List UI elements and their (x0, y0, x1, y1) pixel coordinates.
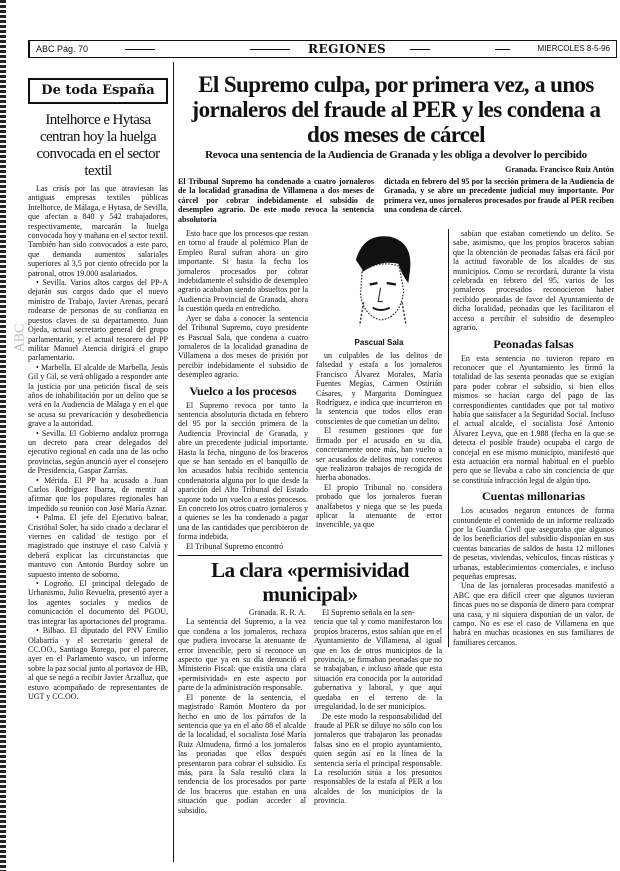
paragraph: un culpables de los delitos de falsedad y estafa a los jornaleros Francisco Álvarez Morales, María Fuentes Megías, Carmen Ostirián Cásares, y Margarita Domínguez Rodríguez, e indica que incurrieron en la sentencia que todos ellos eran conscientes de que cometían un delito. (316, 351, 442, 426)
page-binding-edge (0, 0, 6, 871)
article-col1 (178, 229, 308, 551)
second-headline: La clara «permisividad municipal» (211, 558, 409, 607)
lead-column-b: dictada en febrero del 95 por la sección primera de la Audiencia de Granada, y se abre un precedente judicial muy importante. Por primera vez, unos jornaleros procesados por fraude al PER reciben una condena de cárcel. (384, 177, 614, 215)
article-col3 (448, 229, 614, 647)
sidebar-body (28, 184, 168, 701)
second-story (178, 555, 442, 815)
article-col1-col2 (178, 229, 442, 551)
second-byline: Granada. R. R. A. (248, 608, 306, 618)
sidebar-brief: • Bilbao. El diputado del PNV Emilio Olabarría y el secretario general de CC.OO., Santiago Borego, por el parecer, ayer en el Parlamento vasco, un informe sobre la paz social junto al portavoz de HB, al que se negó a recibir Javier Arzalluz, que estuvo acompañado de representantes de UGT y CC.OO. (28, 626, 168, 701)
article-col3-b (453, 354, 614, 486)
article-col3-a (453, 229, 614, 332)
paragraph: tencia que tal y como manifestaron los propios braceros, estos sabían que en el Ayuntamiento de Villamena, al igual que en los de otros municipios de la provincia, se firmaban peonadas que no se trabajaban, e incluso añade que esta situación era conocida por la autoridad gubernativa y laboral, y que aquí quedaba en el terreno de la irregularidad, lo de ser municipios. (314, 617, 442, 712)
second-columns (178, 608, 442, 815)
article-col1-a (178, 229, 308, 380)
paragraph: En esta sentencia no tuvieron reparo en reconocer que el Ayuntamiento les firmó la totalidad de las sesenta peonadas que se exigían para poder cobrar el subsidio, si bien ellos mismos se hacían cargo del pago de las correspondientes cantidades que por tal motivo había que satisfacer a la Seguridad Social. Incluso el actual alcalde, el socialista José Antonio Álvarez Leyva, que en 1.988 (fecha en la que se detecta el posible fraude) ocupaba el cargo de concejal en ese mismo municipio, manifestó que esta actuación era normal habitual en el pueblo pero que se llevaba a cabo sin conciencia de que se constituía infracción legal de algún tipo. (453, 353, 614, 485)
column-divider (173, 62, 174, 862)
paragraph: De este modo la responsabilidad del fraude al PER se diluye no sólo con los jornaleros que trabajaron las peonadas falsas sino en el propio ayuntamiento, quien según así en la línea de la sentencia sería el principal responsable. La resolución sitúa a los presuntos responsables de la estafa al PER a los alcaldes de los municipios de la provincia. (314, 711, 442, 806)
main-article (178, 72, 614, 815)
sidebar-headline: Intelhorce e Hytasa centran hoy la huelga convocada en el sector textil (36, 112, 160, 179)
photo-caption: Pascual Sala (354, 338, 404, 348)
portrait-photo (324, 229, 434, 337)
article-col2 (316, 351, 442, 530)
header-rule (495, 49, 510, 50)
paragraph: El ponente de la sentencia, el magistrado Ramón Montero da por hecho en uno de los párrafos de la sentencia que ya en el año 88 el alcalde de la localidad, el socialista José María Ruiz Almudena, firmó a los jornaleros las peonadas que ellos después presentaron para cobrar el subsidio. Es más, para la Sala resultó clara la tendencia de los procesados por parte de los braceros que estaban en una situación que podían acceder al subsidio. (178, 692, 306, 815)
sidebar-brief: • Sevilla. Varios altos cargos del PP-A dejarán sus cargos dado que el nuevo ministro de Trabajo, Javier Arenas, pecará rodearse de personas de su confianza en puestos claves de su departamento. Juan Ojeda, actual secretario general del grupo parlamentario, y el actual tesorero del PP militar Manuel Atencia dirigirá el grupo parlamentario. (28, 278, 168, 363)
paragraph: El Supremo revoca por tanto la sentencia absolutoria dictada en febrero del 95 por la sección primera de la Audiencia Provincial de Granada, y abre un precedente judicial importante. Hasta la fecha, ninguno de los braceros que se han sentado en el banquillo de los acusados había recibido sentencia condenatoria alguna por lo que desde la aparición del Alto Tribunal del Estado supone todo un vuelco a estos procesos. En concreto los otros cuatro jornaleros y a quienes se les ha condenado a pagar una de las cantidades que percibieron de forma indebida. (178, 400, 308, 542)
abc-watermark: ABC (12, 323, 28, 353)
subhead-peonadas: Peonadas falsas (493, 336, 574, 351)
main-headline: El Supremo culpa, por primera vez, a unos jornaleros del fraude al PER y les condena a dos meses de cárcel (191, 72, 601, 147)
paragraph: Esto hace que los procesos que restan en torno al fraude al polémico Plan de Empleo Rural sufran ahora un giro importante. Si hasta la fecha los jornaleros procesados por cobrar indebidamente el subsidio de desempleo agrario acababan siendo absueltos por la Audiencia Provincial de Granada, ahora la cuestión queda en entredicho. (178, 229, 308, 314)
paragraph: El resumen gestiones que fue firmado por el acusado en su día, concretamente once más, han vuelto a ser acusados de delitos muy concretos que realizaron trabajos de recogida de hierba abonados. (316, 426, 442, 483)
subhead-cuentas: Cuentas millonarias (481, 489, 585, 504)
paragraph: El propio Tribunal no considera probado que los jornaleros fueran analfabetos y niega que se les pueda aplicar la atenuante de error invencible, ya que (316, 482, 442, 530)
header-rule (410, 49, 430, 50)
page-header (28, 40, 617, 58)
sidebar-brief: • Marbella. El alcalde de Marbella, Jesús Gil y Gil, se verá obligado a responder ante la justicia por una petición fiscal de seis años de inhabilitación por un delito que se verá en la Audiencia de Málaga y en el que se acusa su prevaricación y desobediencia grave a la autoridad. (28, 362, 168, 429)
main-subheadline: Revoca una sentencia de la Audiencia de Granada y les obliga a devolver lo percibido (205, 149, 587, 161)
sidebar-brief: • Mérida. El PP ha acusado a Juan Carlos Rodríguez Ibarra, de mentir al afirmar que los populares regionales han impedido su reunión con José María Aznar. (28, 475, 168, 513)
sidebar (28, 78, 168, 701)
header-rule (250, 49, 290, 50)
lead-column-a: El Tribunal Supremo ha condenado a cuatro jornaleros de la localidad granadina de Villamena a dos meses de cárcel por cobrar indebidamente el subsidio de desempleo agrario. De este modo revoca la sentencia absolutoria (178, 177, 374, 224)
page-number: ABC Pág. 70 (36, 44, 89, 54)
article-col1-b (178, 401, 308, 552)
paragraph: Los acusados negaron entonces de forma contundente el contenido de un informe realizado por la Guardia Civil que aseguraba que algunos de los beneficiarios del subsidio disponían en sus cuentas bancarias de saldos de hasta 12 millones de pesetas, viviendas, vehículos, fincas rústicas y urbanas, establecimientos comerciales, e incluso pequeñas empresas. (453, 506, 614, 582)
paragraph: La sentencia del Supremo, a la vez que condena a los jornaleros, rechaza que pudiera invocarse la atenuante de error invencible, pero sí reconoce un aspecto que ya en su día denunció el Ministerio Fiscal: que existía una clara «permisividad» en este aspecto por parte de la administración responsable. (178, 617, 306, 693)
lead (178, 177, 614, 224)
issue-date: MIERCOLES 8-5-96 (537, 44, 610, 53)
header-rule (125, 49, 155, 50)
paragraph: El Supremo señala en la sen- (322, 608, 415, 618)
paragraph: Una de las jornaleras procesadas manifestó a ABC que era difícil creer que algunos tuvieran fincas pues no se disponía de dinero para comprar una casa, y ni siquiera disponían de un valor, de campo. No es ese el caso de Villamena en que habrá en muchas ocasiones en sus familiares de familiares cercanos. (453, 581, 614, 647)
article-col2-wrap (316, 229, 442, 551)
left-columns (178, 229, 442, 815)
subhead-vuelco: Vuelco a los procesos (189, 383, 297, 398)
sidebar-paragraph: Las crisis por las que atraviesan las antiguas empresas textiles públicas Intelhorce, de Málaga, e Hytasa, de Sevilla, que afectan a 840 y 542 trabajadores, respectivamente, marcarán la huelga convocada hoy y mañana en el sector textil. También han sido convocados a este paro, que demanda aumentos salariales superiores al 3,5 por ciento ofrecido por la patronal, otros 19.000 asalariados. (28, 184, 168, 278)
main-byline: Granada. Francisco Ruiz Antón (505, 165, 614, 174)
paragraph: Ayer se daba a conocer la sentencia del Tribunal Supremo, cuyo presidente es Pascual Sala, que condena a cuatro jornaleros de la localidad granadina de Villamena a dos meses de prisión por percibir indebidamente el subsidio de desempleo agrario. (178, 313, 308, 380)
section-title: REGIONES (308, 42, 387, 56)
article-columns (178, 229, 614, 815)
sidebar-brief: • Logroño. El principal delegado de Urbanismo, Julio Revuelta, presentó ayer a los agentes sociales y medios de comunicación el documento del PGOU, tras integrar las aportaciones del programa. (28, 579, 168, 626)
paragraph: El Tribunal Supremo encontró (186, 541, 284, 551)
sidebar-brief: • Palma. El jefe del Ejecutivo balear, Cristóbal Soler, ha sido citado a declarar el viernes en calidad de testigo por el magistrado que instruye el caso Calvià y deberá explicar las circunstancias que mantuvo con Antonio Burdoy sobre un supuesto intento de soborno. (28, 513, 168, 579)
paragraph: sabían que estaban cometiendo un delito. Se sabe, asimismo, que los propios braceros sabían que la obtención de peonadas falsas era fácil por la actitud favorable de los alcaldes de sus municipios. Como se recordará, durante la vista celebrada en febrero del 95, varios de los jornaleros procesados reconocieron haber recibido peonadas de favor del Ayuntamiento de dicha localidad, peonadas que les facilitaron el acceso a percibir el subsidio de desempleo agrario. (453, 229, 614, 333)
article-col3-c (453, 506, 614, 647)
sidebar-brief: • Sevilla. El Gobierno andaluz prorroga un decreto para crear delegados del ejecutivo regional en cada una de las ocho provincias, según anunció ayer el consejero de Presidencia, Gaspar Zarrías. (28, 428, 168, 476)
sidebar-section-box: De toda España (28, 78, 168, 104)
